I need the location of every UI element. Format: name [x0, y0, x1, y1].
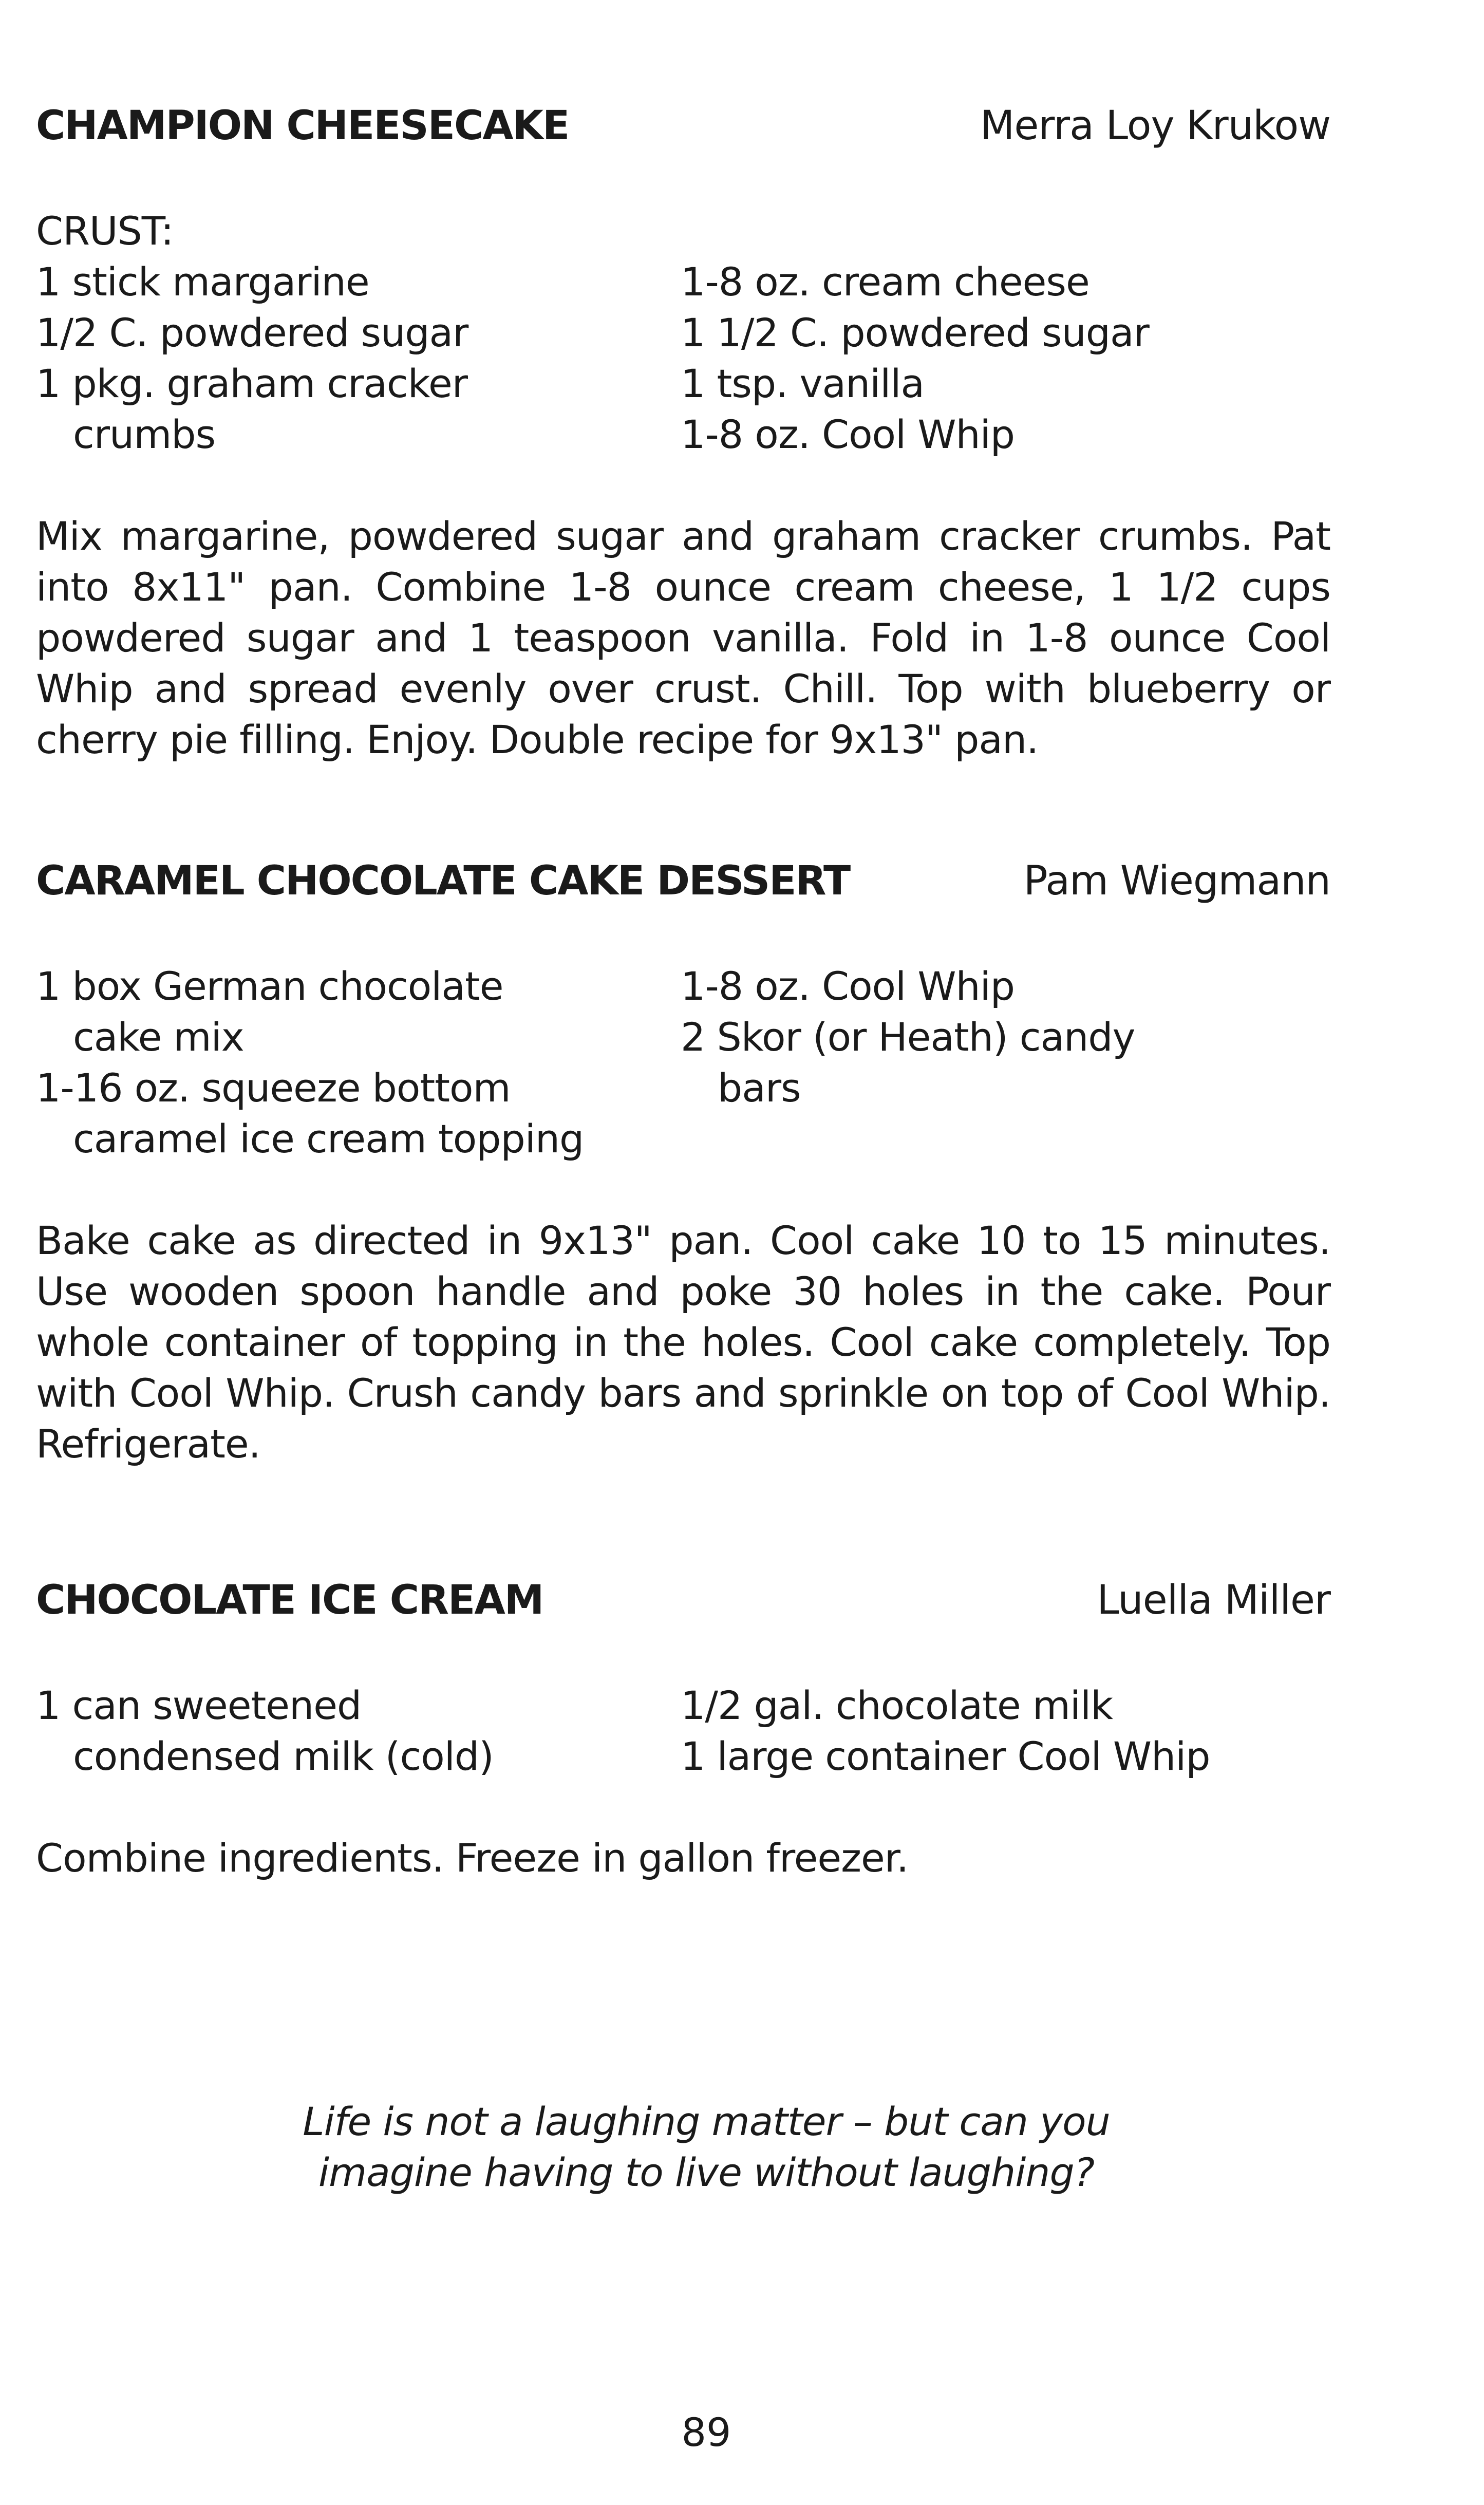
recipe-header	[36, 103, 1330, 164]
recipe-directions: Mix margarine, powdered sugar and graham cracker crumbs. Pat into 8x11" pan. Combine 1-8 ounce cream cheese, 1 1/2 cups powdered sugar and 1 teaspoon vanilla. Fold in 1-8 ounce Cool Whip and spread evenly over crust. Chill. Top with blueberry or cherry pie filling. Enjoy. Double recipe for 9x13" pan.	[36, 513, 1330, 762]
quote-line: imagine having to live without laughing?	[318, 2149, 1095, 2195]
recipe-header	[36, 1577, 1330, 1639]
ingredient-line: cake mix	[73, 1014, 244, 1060]
recipe-author: Pam Wiegmann	[1023, 858, 1330, 904]
closing-quote	[0, 2096, 1413, 2198]
ingredient-line: 1 pkg. graham cracker	[36, 361, 468, 406]
recipe-directions: Bake cake as directed in 9x13" pan. Cool cake 10 to 15 minutes. Use wooden spoon handle and poke 30 holes in the cake. Pour whole container of topping in the holes. Cool cake completely. Top with Cool Whip. Crush candy bars and sprinkle on top of Cool Whip. Refrigerate.	[36, 1218, 1330, 1467]
ingredient-line: crumbs	[73, 412, 216, 457]
recipe-header	[36, 858, 1330, 920]
ingredient-line: 1-16 oz. squeeze bottom	[36, 1065, 511, 1111]
ingredient-line	[681, 205, 1330, 256]
recipe-chocolate-ice-cream	[36, 1577, 1330, 1883]
ingredient-line: 1-8 oz. Cool Whip	[681, 963, 1015, 1009]
ingredient-line: 1/2 C. powdered sugar	[36, 310, 468, 356]
ingredient-line: 1 large container Cool Whip	[681, 1733, 1210, 1779]
recipe-champion-cheesecake	[36, 103, 1330, 765]
ingredient-line: caramel ice cream topping	[73, 1116, 584, 1162]
ingredient-line: 1-8 oz. cream cheese	[681, 259, 1089, 305]
ingredients-list	[36, 205, 1330, 460]
recipe-title: CARAMEL CHOCOLATE CAKE DESSERT	[36, 858, 850, 904]
ingredients-column-right	[681, 961, 1330, 1164]
quote-line: Life is not a laughing matter – but can you	[303, 2099, 1110, 2144]
ingredient-line: condensed milk (cold)	[73, 1733, 494, 1779]
ingredients-column-left	[36, 205, 681, 460]
ingredient-line: 2 Skor (or Heath) candy	[681, 1014, 1135, 1060]
ingredients-column-left	[36, 1680, 681, 1782]
ingredient-line: bars	[718, 1065, 801, 1111]
ingredient-line: 1 can sweetened	[36, 1683, 362, 1728]
ingredients-list	[36, 1680, 1330, 1782]
recipe-title: CHOCOLATE ICE CREAM	[36, 1577, 543, 1623]
ingredient-line: 1-8 oz. Cool Whip	[681, 412, 1015, 457]
ingredient-line: 1 box German chocolate	[36, 963, 503, 1009]
recipe-author: Luella Miller	[1097, 1577, 1330, 1623]
ingredients-column-right	[681, 1680, 1330, 1782]
page-number: 89	[681, 2409, 731, 2455]
ingredient-line: 1/2 gal. chocolate milk	[681, 1683, 1113, 1728]
recipe-author: Merra Loy Krukow	[980, 103, 1330, 149]
ingredients-list	[36, 961, 1330, 1164]
recipe-caramel-chocolate-cake-dessert	[36, 858, 1330, 1469]
ingredient-line: CRUST:	[36, 208, 174, 254]
ingredients-column-left	[36, 961, 681, 1164]
recipe-title: CHAMPION CHEESECAKE	[36, 103, 569, 149]
ingredients-column-right	[681, 205, 1330, 460]
ingredient-line: 1 1/2 C. powdered sugar	[681, 310, 1149, 356]
ingredient-line: 1 tsp. vanilla	[681, 361, 925, 406]
ingredient-line: 1 stick margarine	[36, 259, 369, 305]
recipe-directions: Combine ingredients. Freeze in gallon freezer.	[36, 1835, 909, 1881]
